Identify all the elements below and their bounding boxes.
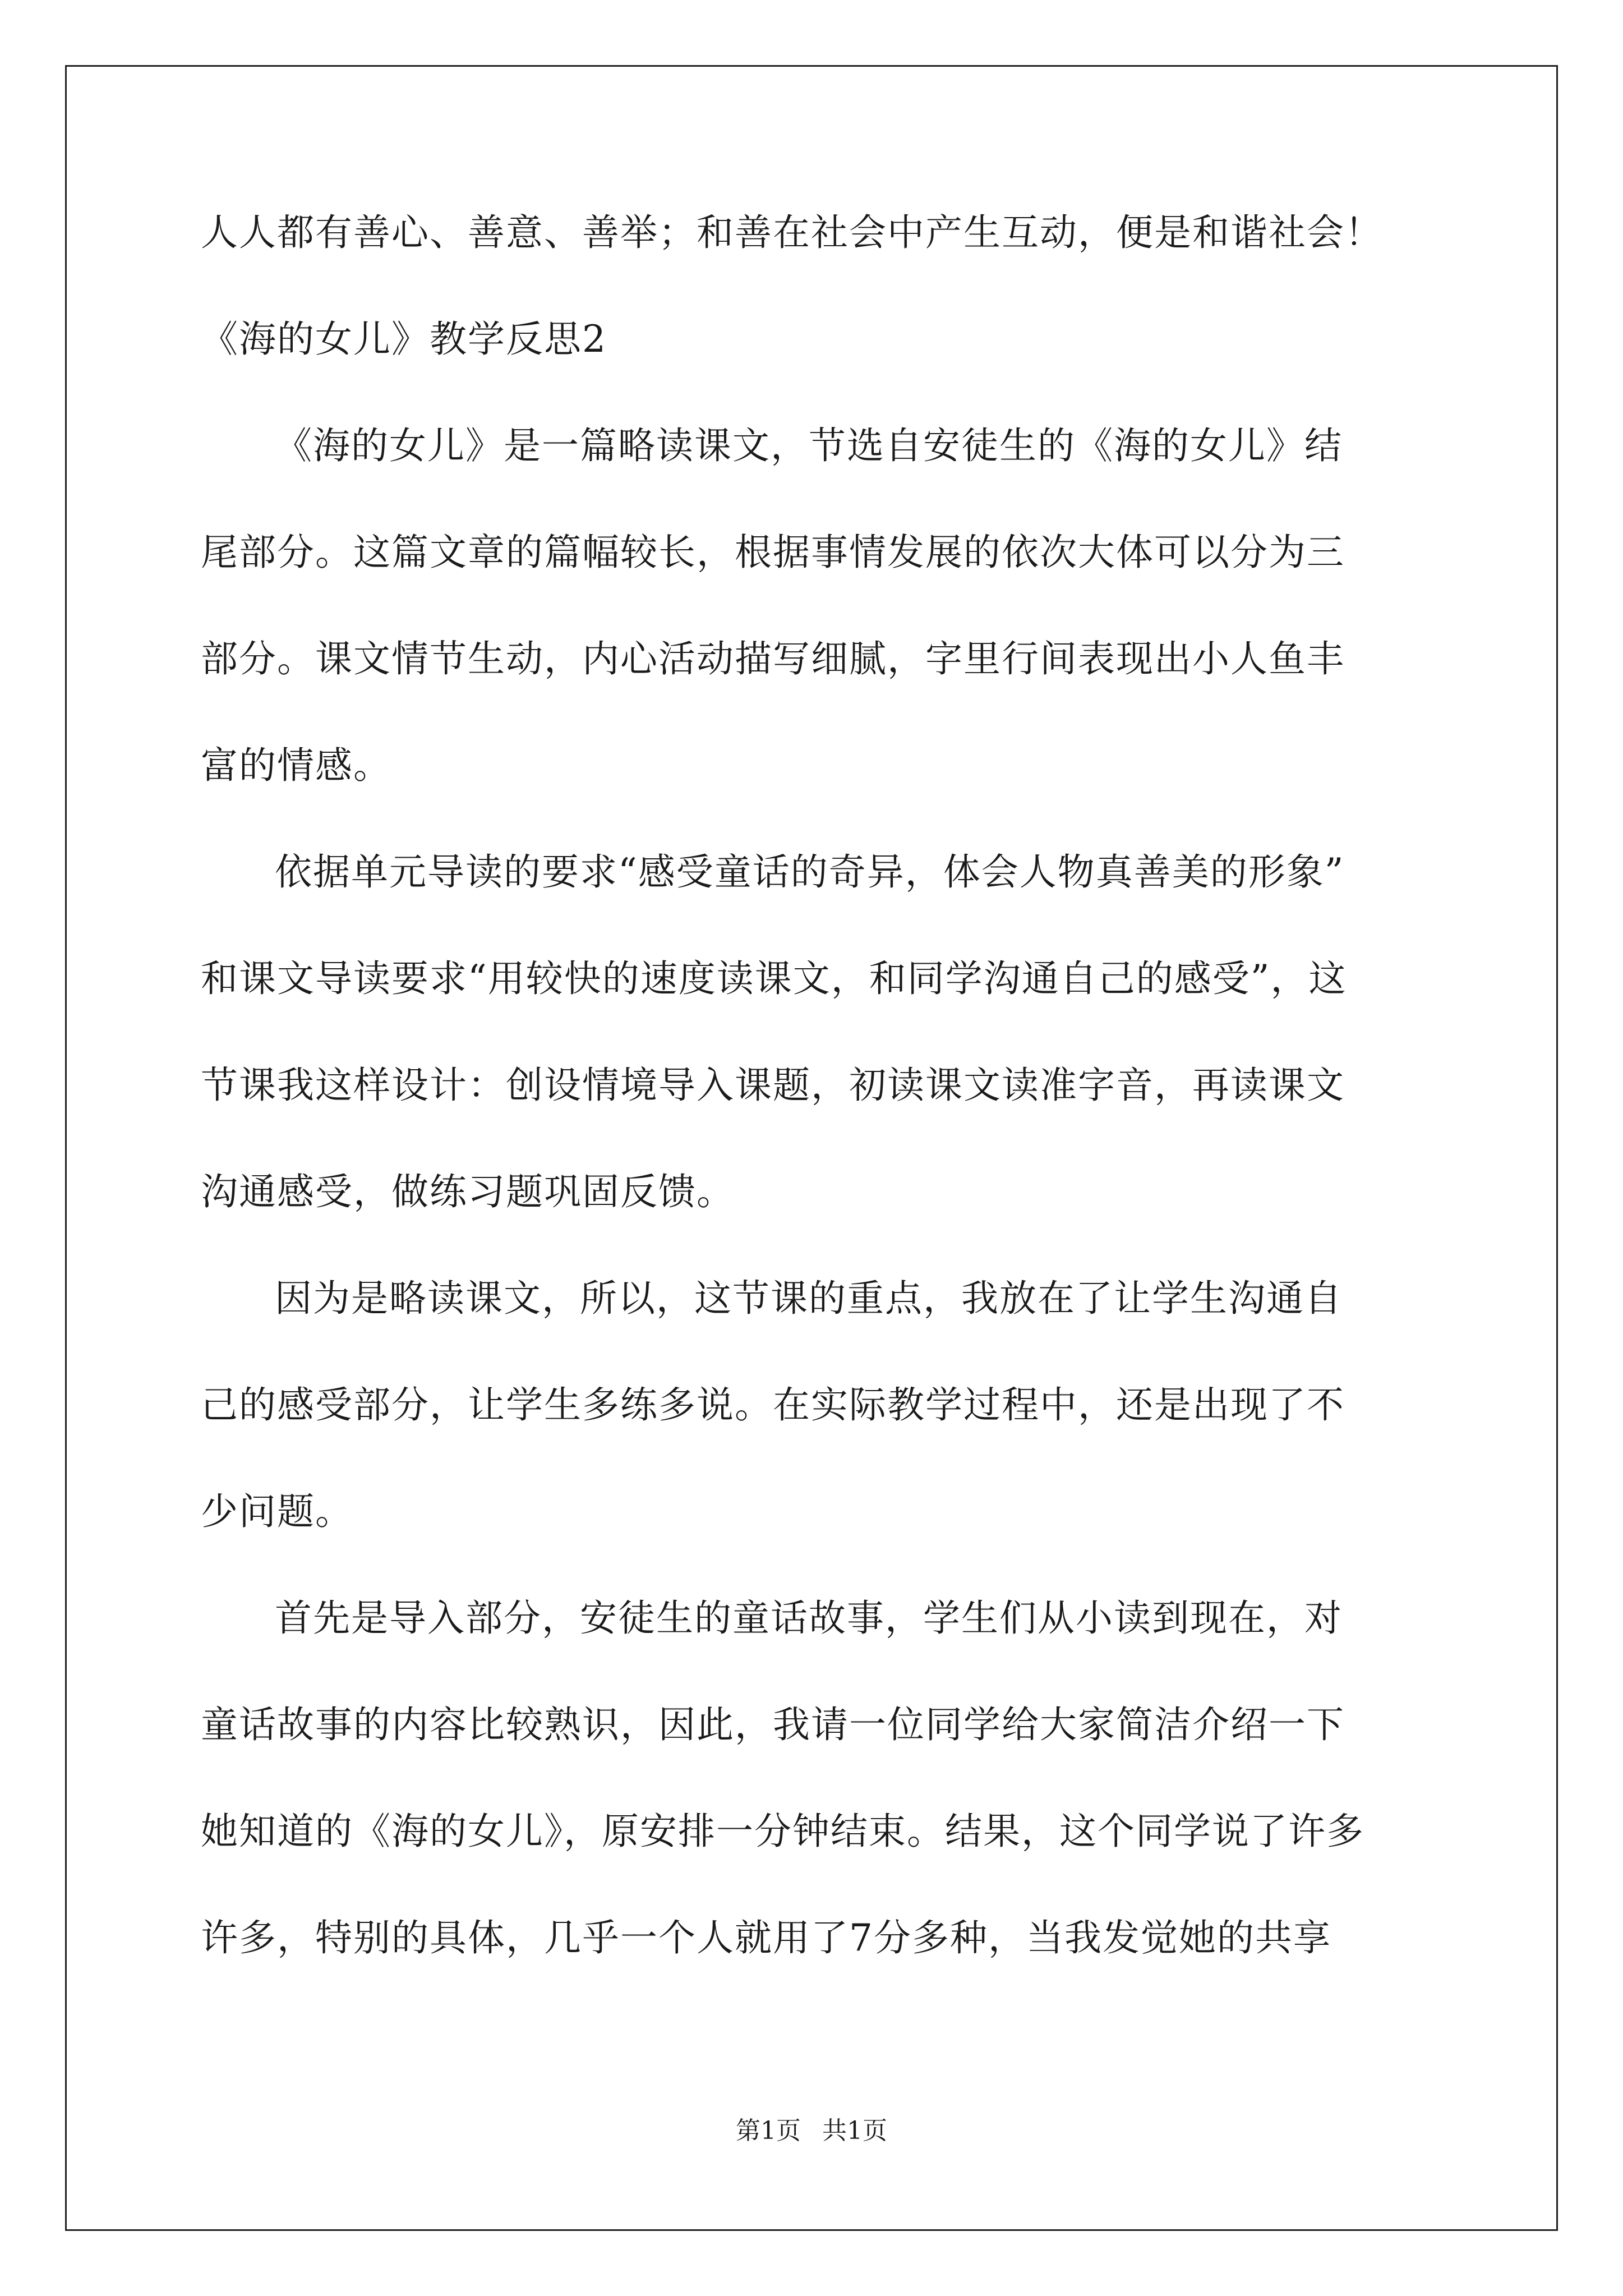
text-line: 《海的女儿》是一篇略读课文，节选自安徒生的《海的女儿》结 xyxy=(275,424,1343,467)
text-line: 和课文导读要求“用较快的速度读课文，和同学沟通自己的感受”，这 xyxy=(201,957,1347,1000)
text-line: 童话故事的内容比较熟识，因此，我请一位同学给大家简洁介绍一下 xyxy=(201,1703,1345,1746)
page-number: 第1页 xyxy=(736,2116,801,2145)
text-line: 少问题。 xyxy=(201,1490,353,1533)
text-line: 她知道的《海的女儿》，原安排一分钟结束。结果，这个同学说了许多 xyxy=(201,1810,1364,1853)
text-line: 富的情感。 xyxy=(201,744,391,787)
text-line: 己的感受部分，让学生多练多说。在实际教学过程中，还是出现了不 xyxy=(201,1383,1345,1427)
text-line: 尾部分。这篇文章的篇幅较长，根据事情发展的依次大体可以分为三 xyxy=(201,531,1345,574)
text-line: 许多，特别的具体，几乎一个人就用了7分多种，当我发觉她的共享 xyxy=(201,1916,1331,1959)
text-line: 人人都有善心、善意、善举；和善在社会中产生互动，便是和谐社会！ xyxy=(201,211,1383,254)
text-line: 因为是略读课文，所以，这节课的重点，我放在了让学生沟通自 xyxy=(275,1277,1343,1320)
text-line: 节课我这样设计：创设情境导入课题，初读课文读准字音，再读课文 xyxy=(201,1064,1345,1107)
text-line: 部分。课文情节生动，内心活动描写细腻，字里行间表现出小人鱼丰 xyxy=(201,637,1345,680)
total-pages: 共1页 xyxy=(822,2116,887,2145)
text-line: 沟通感受，做练习题巩固反馈。 xyxy=(201,1170,735,1213)
text-line: 首先是导入部分，安徒生的童话故事，学生们从小读到现在，对 xyxy=(275,1596,1343,1640)
text-line: 依据单元导读的要求“感受童话的奇异，体会人物真善美的形象” xyxy=(275,850,1345,894)
document-body xyxy=(201,211,1427,2026)
page-footer xyxy=(0,2110,1623,2146)
section-title: 《海的女儿》教学反思2 xyxy=(201,318,607,361)
